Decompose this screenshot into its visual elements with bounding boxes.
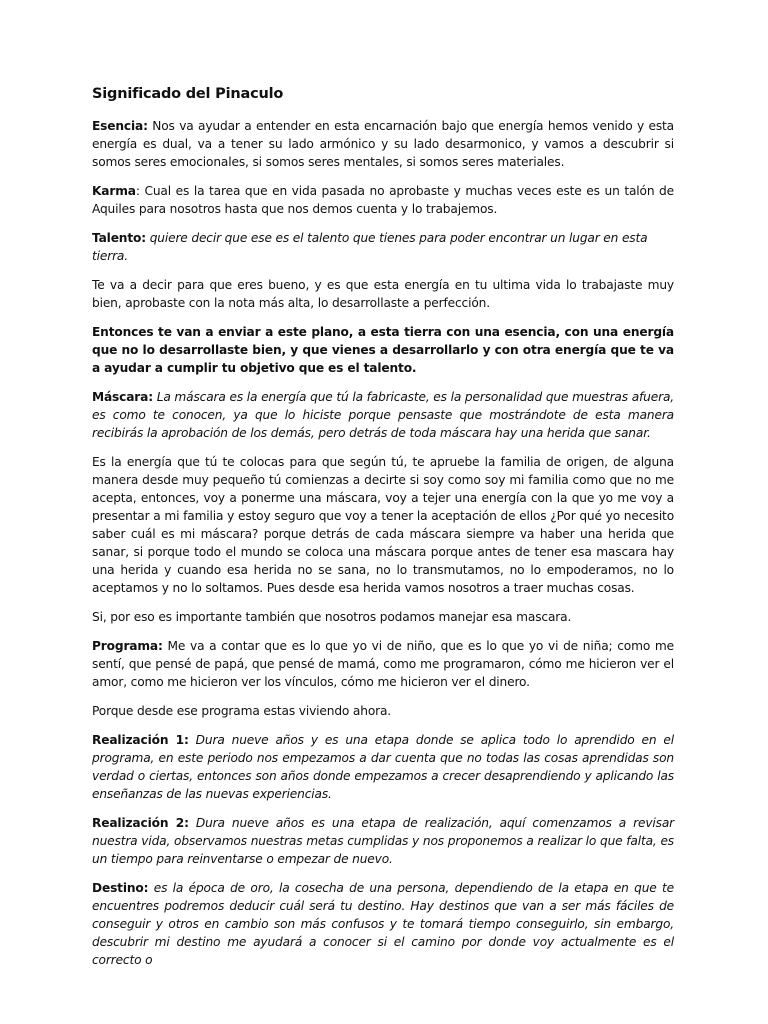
text-realizacion-2: Dura nueve años es una etapa de realización, aquí comenzamos a revisar nuestra vida, observamos nuestras metas cumplidas y nos proponemos a realizar lo que falta, es un tiempo para reinventarse o empezar de nuevo. [92,816,674,866]
label-karma: Karma [92,184,136,198]
label-realizacion-1: Realización 1: [92,733,189,747]
label-esencia: Esencia: [92,119,148,133]
paragraph-karma [92,182,674,218]
paragraph-porque-desde: Porque desde ese programa estas viviendo ahora. [92,704,392,718]
text-programa: Me va a contar que es lo que yo vi de niño, que es lo que yo vi de niña; como me sentí, que pensé de papá, que pensé de mamá, como me programaron, cómo me hicieron ver el amor, como me hicieron ver los vínculos, cómo me hicieron ver el dinero. [92,639,674,689]
text-realizacion-1: Dura nueve años y es una etapa donde se aplica todo lo aprendido en el programa, en este periodo nos empezamos a dar cuenta que no todas las cosas aprendidas son verdad o ciertas, entonces son años donde empezamos a crecer desaprendiendo y aplicando las enseñanzas de las nuevas experiencias. [92,733,674,801]
paragraph-realizacion-2 [92,814,674,868]
text-destino: es la época de oro, la cosecha de una persona, dependiendo de la etapa en que te encuentres podremos deducir cuál será tu destino. Hay destinos que van a ser más fáciles de conseguir y otros en cambio son más confusos y te tomará tiempo conseguirlo, sin embargo, descubrir mi destino me ayudará a conocer si el camino por donde voy actualmente es el correcto o [92,881,674,967]
paragraph-mascara [92,388,674,442]
paragraph-entonces: Entonces te van a enviar a este plano, a esta tierra con una esencia, con una energía que no lo desarrollaste bien, y que vienes a desarrollarlo y con otra energía que te va a ayudar a cumplir tu objetivo que es el talento. [92,325,674,375]
document-title: Significado del Pinaculo [92,86,284,102]
paragraph-programa [92,637,674,691]
label-destino: Destino: [92,881,149,895]
paragraph-realizacion-1 [92,731,674,803]
paragraph-talento [92,229,674,265]
label-mascara: Máscara: [92,390,153,404]
label-talento: Talento: [92,231,146,245]
label-programa: Programa: [92,639,163,653]
text-esencia: Nos va ayudar a entender en esta encarnación bajo que energía hemos venido y esta energía es dual, va a tener su lado armónico y su lado desarmonico, y vamos a descubrir si somos seres emocionales, si somos seres mentales, si somos seres materiales. [92,119,674,169]
text-talento: quiere decir que ese es el talento que tienes para poder encontrar un lugar en esta tierra. [92,231,648,263]
text-karma: : Cual es la tarea que en vida pasada no aprobaste y muchas veces este es un talón de Aquiles para nosotros hasta que nos demos cuenta y lo trabajemos. [92,184,674,216]
paragraph-si-por-eso: Si, por eso es importante también que nosotros podamos manejar esa mascara. [92,610,572,624]
label-realizacion-2: Realización 2: [92,816,189,830]
paragraph-destino [92,879,674,969]
paragraph-esencia [92,117,674,171]
paragraph-talento-explicacion: Te va a decir para que eres bueno, y es que esta energía en tu ultima vida lo trabajaste muy bien, aprobaste con la nota más alta, lo desarrollaste a perfección. [92,278,674,310]
paragraph-mascara-explicacion: Es la energía que tú te colocas para que según tú, te apruebe la familia de origen, de alguna manera desde muy pequeño tú comienzas a decirte si soy como soy mi familia como que no me acepta, entonces, voy a ponerme una máscara, voy a tejer una energía con la que yo me voy a presentar a mi familia y estoy seguro que voy a tener la aceptación de ellos ¿Por qué yo necesito saber cuál es mi máscara? porque detrás de cada máscara siempre va haber una herida que sanar, si porque todo el mundo se coloca una máscara porque antes de tener esa mascara hay una herida y cuando esa herida no se sana, no lo transmutamos, no lo empoderamos, no lo aceptamos y no lo soltamos. Pues desde esa herida vamos nosotros a traer muchas cosas. [92,455,674,595]
text-mascara: La máscara es la energía que tú la fabricaste, es la personalidad que muestras afuera, es como te conocen, ya que lo hiciste porque pensaste que mostrándote de esta manera recibirás la aprobación de los demás, pero detrás de toda máscara hay una herida que sanar. [92,390,674,440]
